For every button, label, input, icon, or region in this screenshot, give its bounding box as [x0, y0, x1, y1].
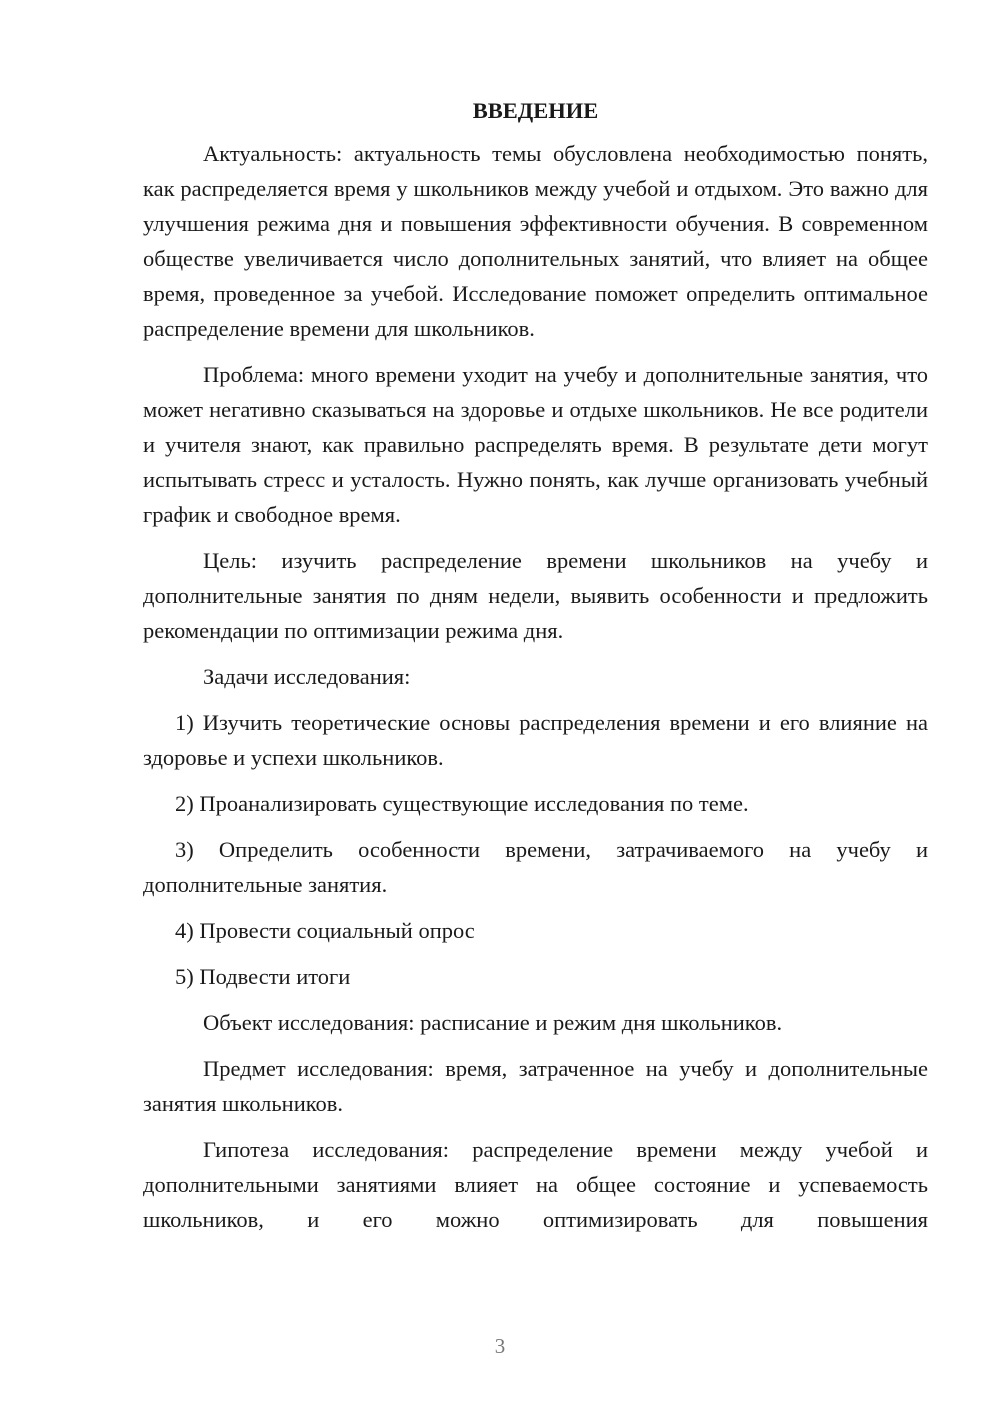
tasks-heading: Задачи исследования:: [203, 664, 411, 689]
task-item-2: 2) Проанализировать существующие исследования по теме.: [175, 791, 749, 816]
task-item-1: 1) Изучить теоретические основы распределения времени и его влияние на здоровье и успехи школьников.: [143, 710, 928, 770]
relevance-paragraph: Актуальность: актуальность темы обусловлена необходимостью понять, как распределяется время у школьников между учебой и отдыхом. Это важно для улучшения режима дня и повышения эффективности обучения. В современном обществе увеличивается число дополнительных занятий, что влияет на общее время, проведенное за учебой. Исследование поможет определить оптимальное распределение времени для школьников.: [143, 141, 928, 341]
goal-paragraph: Цель: изучить распределение времени школьников на учебу и дополнительные занятия по дням недели, выявить особенности и предложить рекомендации по оптимизации режима дня.: [143, 548, 928, 643]
problem-paragraph: Проблема: много времени уходит на учебу и дополнительные занятия, что может негативно сказываться на здоровье и отдыхе школьников. Не все родители и учителя знают, как правильно распределять время. В результате дети могут испытывать стресс и усталость. Нужно понять, как лучше организовать учебный график и свободное время.: [143, 362, 928, 527]
task-item-5: 5) Подвести итоги: [175, 964, 351, 989]
page-number: 3: [494, 1334, 506, 1358]
page-title: ВВЕДЕНИЕ: [472, 98, 599, 123]
object-paragraph: Объект исследования: расписание и режим дня школьников.: [203, 1010, 783, 1035]
hypothesis-paragraph: Гипотеза исследования: распределение времени между учебой и дополнительными занятиями влияет на общее состояние и успеваемость школьников, и его можно оптимизировать для повышения: [143, 1137, 928, 1232]
document-page: [143, 96, 928, 1248]
task-item-3: 3) Определить особенности времени, затрачиваемого на учебу и дополнительные занятия.: [143, 837, 928, 897]
subject-paragraph: Предмет исследования: время, затраченное на учебу и дополнительные занятия школьников.: [143, 1056, 928, 1116]
task-item-4: 4) Провести социальный опрос: [175, 918, 475, 943]
